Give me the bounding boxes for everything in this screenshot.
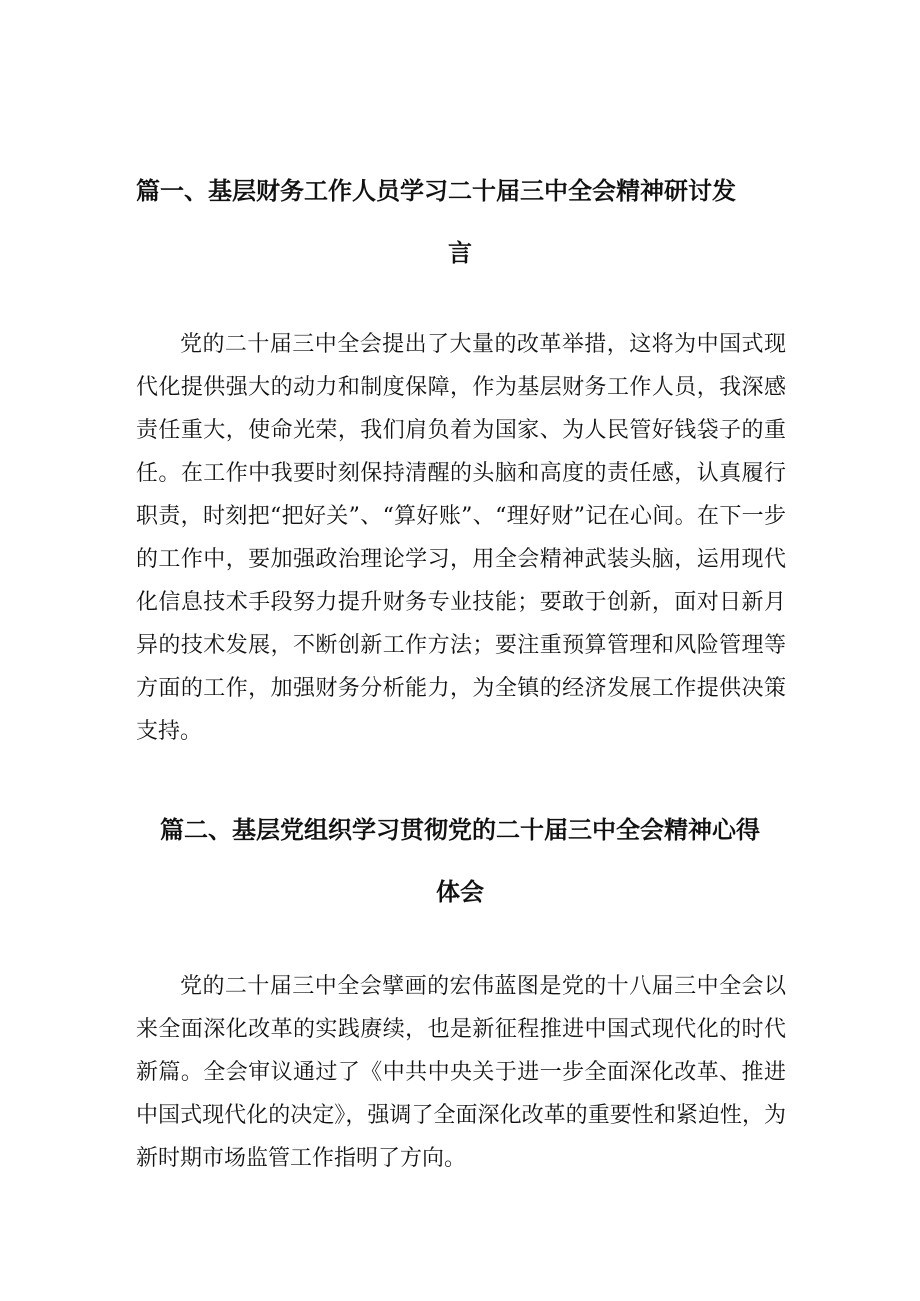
section-1-title-line-1: 篇一、基层财务工作人员学习二十届三中全会精神研讨发 [136,177,736,205]
section-1-heading [136,160,784,284]
section-2-body: 党的二十届三中全会擘画的宏伟蓝图是党的十八届三中全会以来全面深化改革的实践赓续，也是新征程推进中国式现代化的时代新篇。全会审议通过了《中共中央关于进一步全面深化改革、推进中国式现代化的决定》，强调了全面深化改革的重要性和紧迫性，为新时期市场监管工作指明了方向。 [136,974,786,1171]
section-2-title-line-2: 体会 [436,878,484,906]
section-2-heading [136,799,784,923]
section-1-title-line-2: 言 [448,239,472,267]
section-2-title-line-1: 篇二、基层党组织学习贯彻党的二十届三中全会精神心得 [160,816,760,844]
section-1-body: 党的二十届三中全会提出了大量的改革举措，这将为中国式现代化提供强大的动力和制度保障，作为基层财务工作人员，我深感责任重大，使命光荣，我们肩负着为国家、为人民管好钱袋子的重任。在工作中我要时刻保持清醒的头脑和高度的责任感，认真履行职责，时刻把“把好关”、“算好账”、“理好财”记在心间。在下一步的工作中，要加强政治理论学习，用全会精神武装头脑，运用现代化信息技术手段努力提升财务专业技能；要敢于创新，面对日新月异的技术发展，不断创新工作方法；要注重预算管理和风险管理等方面的工作，加强财务分析能力，为全镇的经济发展工作提供决策支持。 [136,332,786,744]
